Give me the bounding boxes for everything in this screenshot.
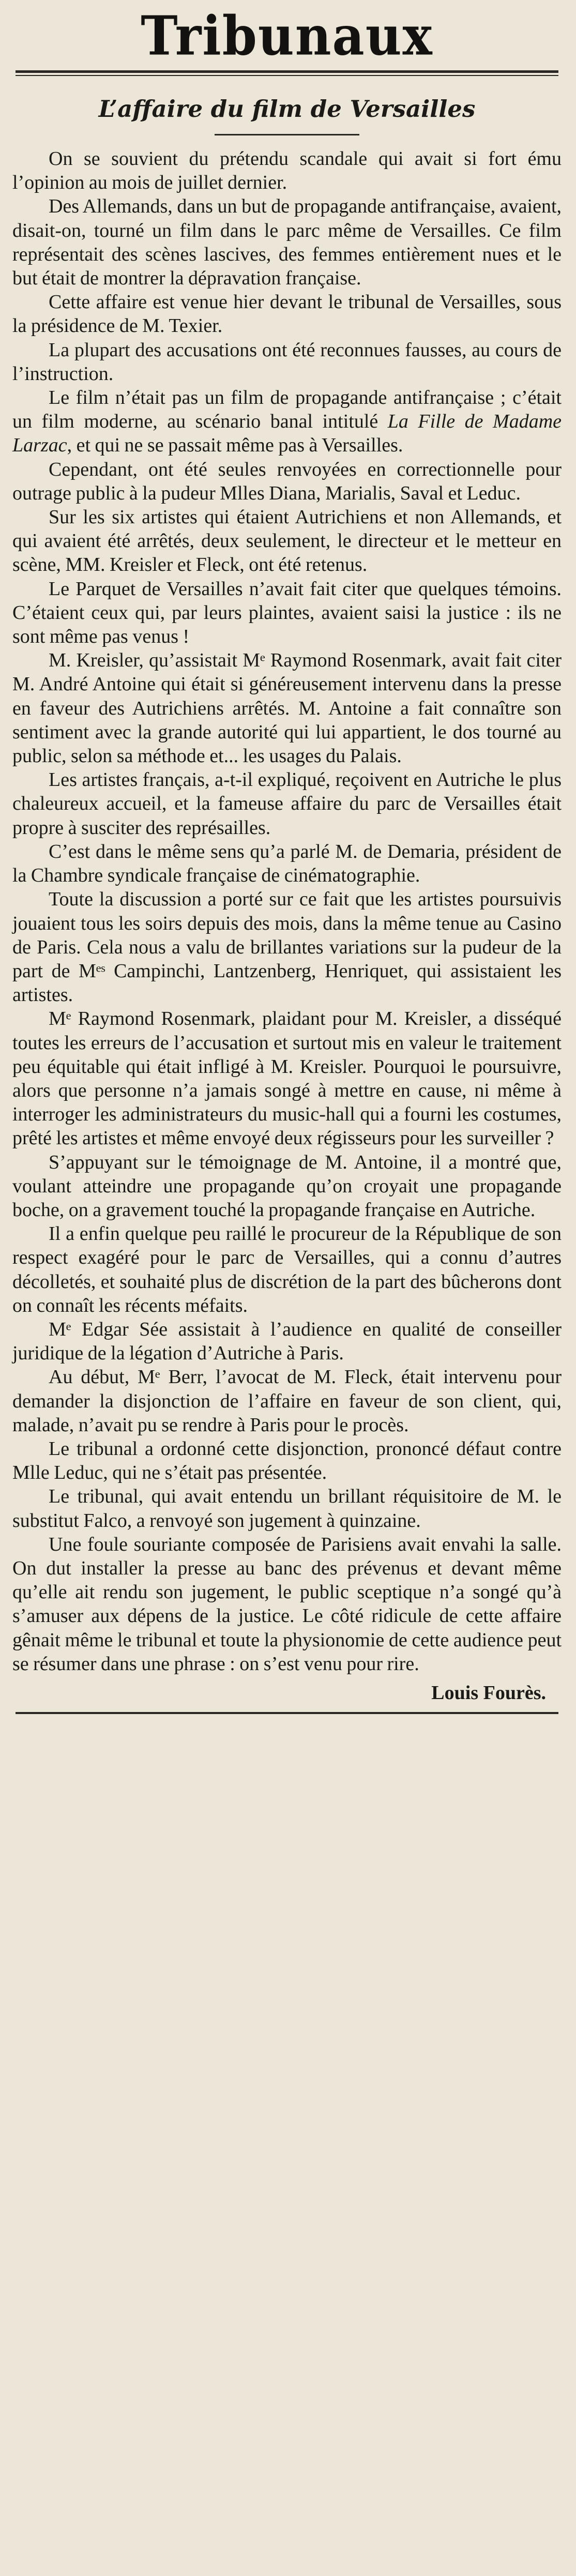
paragraph: La plupart des accusations ont été reconnues fausses, au cours de l’instruction. — [12, 339, 562, 385]
headline-divider — [215, 134, 359, 135]
paragraph: Une foule souriante composée de Parisiens avait envahi la salle. On dut installer la presse au banc des prévenus et devant même qu’elle ait rendu son jugement, le public sceptique n’a songé qu’à s’amuser aux dépens de la justice. Le côté ridicule de cette affaire gênait même le tribunal et toute la physionomie de cette audience peut se résumer dans une phrase : on s’est venu pour rire. — [12, 1533, 562, 1675]
paragraph: Mᵉ Edgar Sée assistait à l’audience en qualité de conseiller juridique de la légation d’Autriche à Paris. — [12, 1318, 562, 1365]
paragraph: Le tribunal a ordonné cette disjonction, prononcé défaut contre Mlle Leduc, qui ne s’était pas présentée. — [12, 1437, 562, 1484]
paragraph: C’est dans le même sens qu’a parlé M. de Demaria, président de la Chambre syndicale française de cinématographie. — [12, 840, 562, 887]
paragraph: Le tribunal, qui avait entendu un brillant réquisitoire de M. le substitut Falco, a renvoyé son jugement à quinzaine. — [12, 1486, 562, 1532]
article-headline: L’affaire du film de Versailles — [98, 95, 476, 123]
paragraph: On se souvient du prétendu scandale qui avait si fort ému l’opinion au mois de juillet dernier. — [12, 148, 562, 194]
paragraph: Le Parquet de Versailles n’avait fait citer que quelques témoins. C’étaient ceux qui, par leurs plaintes, avaient saisi la justice : ils ne sont même pas venus ! — [12, 578, 562, 648]
paragraph: Il a enfin quelque peu raillé le procureur de la République de son respect exagéré pour le parc de Versailles, qui a connu d’autres décolletés, et souhaité plus de discrétion de la part des bûcherons dont on connaît les récents méfaits. — [12, 1223, 562, 1316]
paragraph: Cette affaire est venue hier devant le tribunal de Versailles, sous la présidence de M. Texier. — [12, 291, 562, 337]
paragraph: S’appuyant sur le témoignage de M. Antoine, il a montré que, voulant atteindre une propagande qu’on croyait une propagande boche, on a gravement touché la propagande française en Autriche. — [12, 1151, 562, 1221]
paragraph: Sur les six artistes qui étaient Autrichiens et non Allemands, et qui avaient été arrêtés, deux seulement, le directeur et le metteur en scène, MM. Kreisler et Fleck, ont été retenus. — [12, 506, 562, 576]
paragraph: Toute la discussion a porté sur ce fait que les artistes poursuivis jouaient tous les soirs depuis des mois, dans la même tenue au Casino de Paris. Cela nous a valu de brillantes variations sur la pudeur de la part de Mᵉˢ Campinchi, Lantzenberg, Henriquet, qui assistaient les artistes. — [12, 888, 562, 1006]
paragraph-text: , et qui ne se passait même pas à Versailles. — [67, 434, 403, 457]
masthead-rule-thin — [16, 75, 558, 76]
paragraph: Cependant, ont été seules renvoyées en correctionnelle pour outrage public à la pudeur Mlles Diana, Marialis, Saval et Leduc. — [12, 458, 562, 504]
paragraph: Les artistes français, a-t-il expliqué, reçoivent en Autriche le plus chaleureux accueil, et la fameuse affaire du parc de Versailles était propre à susciter des représailles. — [12, 769, 562, 839]
article-body — [12, 147, 562, 1676]
paragraph: Des Allemands, dans un but de propagande antifrançaise, avaient, disait-on, tourné un film dans le parc même de Versailles. Ce film représentait des scènes lascives, des femmes entièrement nues et le but était de montrer la dépravation française. — [12, 195, 562, 290]
paragraph: Mᵉ Raymond Rosenmark, plaidant pour M. Kreisler, a disséqué toutes les erreurs de l’accusation et surtout mis en valeur le traitement peu équitable qui était infligé à M. Kreisler. Pourquoi le poursuivre, alors que personne n’a jamais songé à mettre en cause, ni même à interroger les administrateurs du music-hall qui a fourni les costumes, prêté les artistes et même envoyé deux régisseurs pour les surveiller ? — [12, 1008, 562, 1149]
bottom-rule — [16, 1712, 558, 1714]
paragraph — [12, 386, 562, 458]
paragraph: Au début, Mᵉ Berr, l’avocat de M. Fleck, était intervenu pour demander la disjonction de l’affaire en faveur de son client, qui, malade, n’avait pu se rendre à Paris pour le procès. — [12, 1366, 562, 1436]
paragraph-text: Le film n’était pas un film de propagande antifrançaise ; c’était un film moderne, au scénario banal intitulé — [12, 387, 562, 433]
masthead-rule — [16, 70, 558, 73]
author-signature: Louis Fourès. — [431, 1682, 546, 1704]
paragraph: M. Kreisler, qu’assistait Mᵉ Raymond Rosenmark, avait fait citer M. André Antoine qui était si généreusement intervenu dans la presse en faveur des Autrichiens arrêtés. M. Antoine a fait connaître son sentiment avec la grande autorité qui lui appartient, le dos tourné au public, selon sa méthode et... les usages du Palais. — [12, 649, 562, 767]
section-masthead: Tribunaux — [141, 4, 433, 68]
film-title: La Fille de Madame Larzac — [12, 411, 562, 457]
